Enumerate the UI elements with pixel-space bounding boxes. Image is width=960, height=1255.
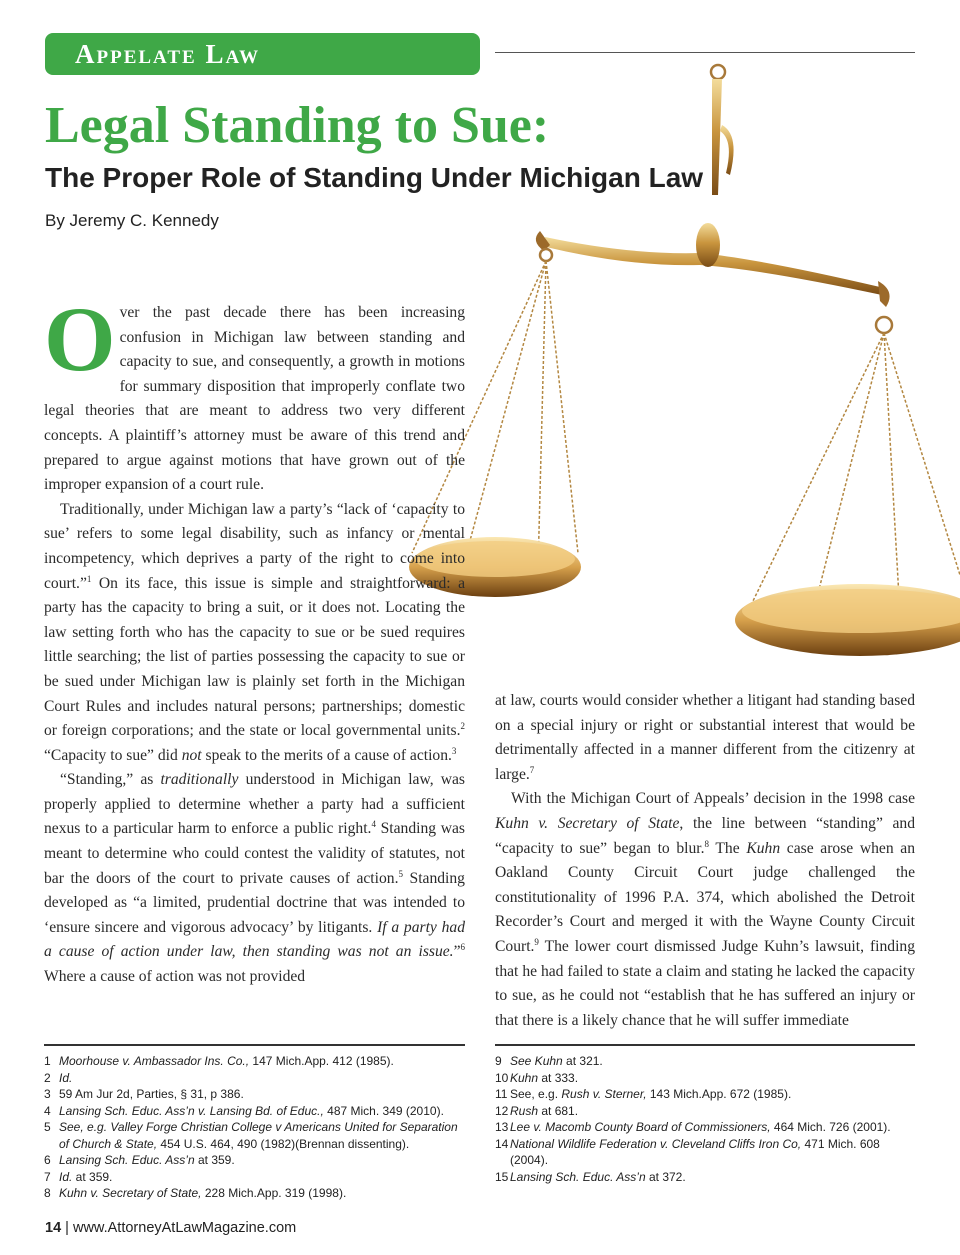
footnote-number: 9: [495, 1054, 502, 1068]
footnote-number: 6: [44, 1153, 51, 1167]
paragraph-1: Over the past decade there has been increasing confusion in Michigan law between standing and capacity to sue, and consequently, a growth in motions for summary disposition that improperly conflate two legal theories that are meant to address two very different concepts. A plaintiff’s attorney must be aware of this trend and prepared to argue against motions that have grown out of the improper expansion of a court rule.: [44, 288, 465, 494]
footnote-item: 10 Kuhn at 333.: [495, 1070, 579, 1085]
footnote-number: 5: [44, 1120, 51, 1134]
column-hook: [720, 125, 734, 175]
footnote-item: 12 Rush at 681.: [495, 1103, 579, 1118]
page-footer: [45, 1220, 296, 1236]
paragraph-2: Traditionally, under Michigan law a party’s “lack of ‘capacity to sue’ refers to some legal disability, such as infancy or mental incompetency, which deprives a party of the right to come into court.”$^1$ On its face, this issue is simple and straightforward: a party has the capacity to bring a suit, or it does not. Locating the law setting forth who has the capacity to sue or be sued requires little searching; the list of parties possessing the capacity to sue or be sued under Michigan law is plainly set forth in the Michigan Court Rules and includes natural persons; partnerships; domestic or foreign corporations; and the state or local governmental units.$^2$ “Capacity to sue” did not speak to the merits of a cause of action.$^3$: [44, 500, 465, 764]
top-ring: [711, 65, 725, 79]
page-number: 14: [45, 1220, 62, 1236]
footnote-number: 12: [495, 1103, 509, 1118]
article-subtitle: The Proper Role of Standing Under Michigan Law: [45, 162, 704, 193]
byline: By Jeremy C. Kennedy: [45, 211, 219, 230]
footnote-number: 3: [44, 1087, 51, 1101]
pivot: [696, 223, 720, 267]
header-rule: [495, 52, 915, 53]
paragraph-5: With the Michigan Court of Appeals’ decision in the 1998 case Kuhn v. Secretary of State, the line between “standing” and “capacity to sue” began to blur.$^8$ The Kuhn case arose when an Oakland County Circuit Court judge challenged the constitutionality of 1996 P.A. 374, which abolished the Detroit Recorder’s Court and merged it with the Wayne County Circuit Court.$^9$ The lower court dismissed Judge Kuhn’s lawsuit, finding that he had failed to state a claim and stating he lacked the capacity to sue, as he could not “establish that he has suffered an injury or that there is a likely chance that he will suffer immediate: [495, 790, 915, 1029]
footnote-item: 9 See Kuhn at 321.: [495, 1054, 603, 1068]
paragraph-3: “Standing,” as traditionally understood in Michigan law, was properly applied to determine whether a party had a sufficient nexus to a particular harm to enforce a public right.$^4$ Standing was meant to determine who could contest the validity of statutes, not bar the doors of the court to private causes of action.$^5$ Standing developed as “a limited, prudential doctrine that was intended to ‘ensure sincere and vigorous advocacy’ by litigants. If a party had a cause of action under law, then standing was not an issue.”$^6$ Where a cause of action was not provided: [44, 771, 465, 986]
footnote-rule-right: [495, 1044, 915, 1046]
scales-of-justice-image: [400, 55, 960, 695]
footnote-number: 7: [44, 1169, 51, 1184]
right-hook-ring: [876, 317, 892, 333]
footnote-item: 3 59 Am Jur 2d, Parties, § 31, p 386.: [44, 1087, 244, 1101]
footnotes-right: [495, 1053, 915, 1185]
footnote-item: 6 Lansing Sch. Educ. Ass’n at 359.: [44, 1153, 235, 1167]
footnote-item: 15 Lansing Sch. Educ. Ass’n at 372.: [495, 1169, 686, 1184]
footer-separator: |: [65, 1220, 69, 1236]
footnote-number: 14: [495, 1136, 509, 1151]
paragraph-4: at law, courts would consider whether a litigant had standing based on a special injury or right or substantial interest that would be detrimentally affected in a manner different from the citizenry at large.$^7$: [495, 692, 915, 783]
footnote-number: 4: [44, 1103, 51, 1118]
article-title: Legal Standing to Sue:: [45, 97, 550, 154]
footnote-item: 2 Id.: [44, 1070, 73, 1085]
footnote-number: 15: [495, 1169, 509, 1184]
footnote-number: 1: [44, 1054, 51, 1068]
footnote-item: 4 Lansing Sch. Educ. Ass’n v. Lansing Bd. of Educ., 487 Mich. 349 (2010).: [44, 1103, 444, 1118]
footnote-item: of Church & State, 454 U.S. 464, 490 (1982)(Brennan dissenting).: [59, 1136, 410, 1151]
section-label: Appelate Law: [75, 39, 261, 69]
footnote-item: 8 Kuhn v. Secretary of State, 228 Mich.App. 319 (1998).: [44, 1186, 347, 1200]
left-hook-ring: [540, 249, 552, 261]
footnotes-left: [44, 1053, 465, 1202]
right-beam-end: [878, 281, 890, 307]
footnote-item: 1 Moorhouse v. Ambassador Ins. Co., 147 Mich.App. 412 (1985).: [44, 1054, 394, 1068]
footnote-item: 7 Id. at 359.: [44, 1169, 113, 1184]
footnote-number: 10: [495, 1070, 509, 1085]
footnote-number: 13: [495, 1120, 509, 1134]
footnote-item: 14 National Wildlife Federation v. Cleveland Cliffs Iron Co, 471 Mich. 608: [495, 1136, 880, 1151]
right-column: [495, 689, 915, 1033]
footnote-item: 13 Lee v. Macomb County Board of Commissioners, 464 Mich. 726 (2001).: [495, 1120, 891, 1134]
website-link[interactable]: www.AttorneyAtLawMagazine.com: [72, 1220, 297, 1236]
footnote-item: 11 See, e.g. Rush v. Sterner, 143 Mich.App. 672 (1985).: [495, 1087, 792, 1101]
footnote-item: (2004).: [510, 1153, 549, 1167]
footnote-number: 11: [495, 1087, 508, 1101]
column-post: [712, 79, 722, 195]
footnote-number: 8: [44, 1186, 51, 1200]
footnote-item: 5 See, e.g. Valley Forge Christian College v Americans United for Separation: [44, 1120, 458, 1134]
footnote-number: 2: [44, 1070, 51, 1085]
drop-cap: O: [44, 288, 116, 390]
footnote-rule-left: [44, 1044, 465, 1046]
left-column: [44, 288, 465, 990]
